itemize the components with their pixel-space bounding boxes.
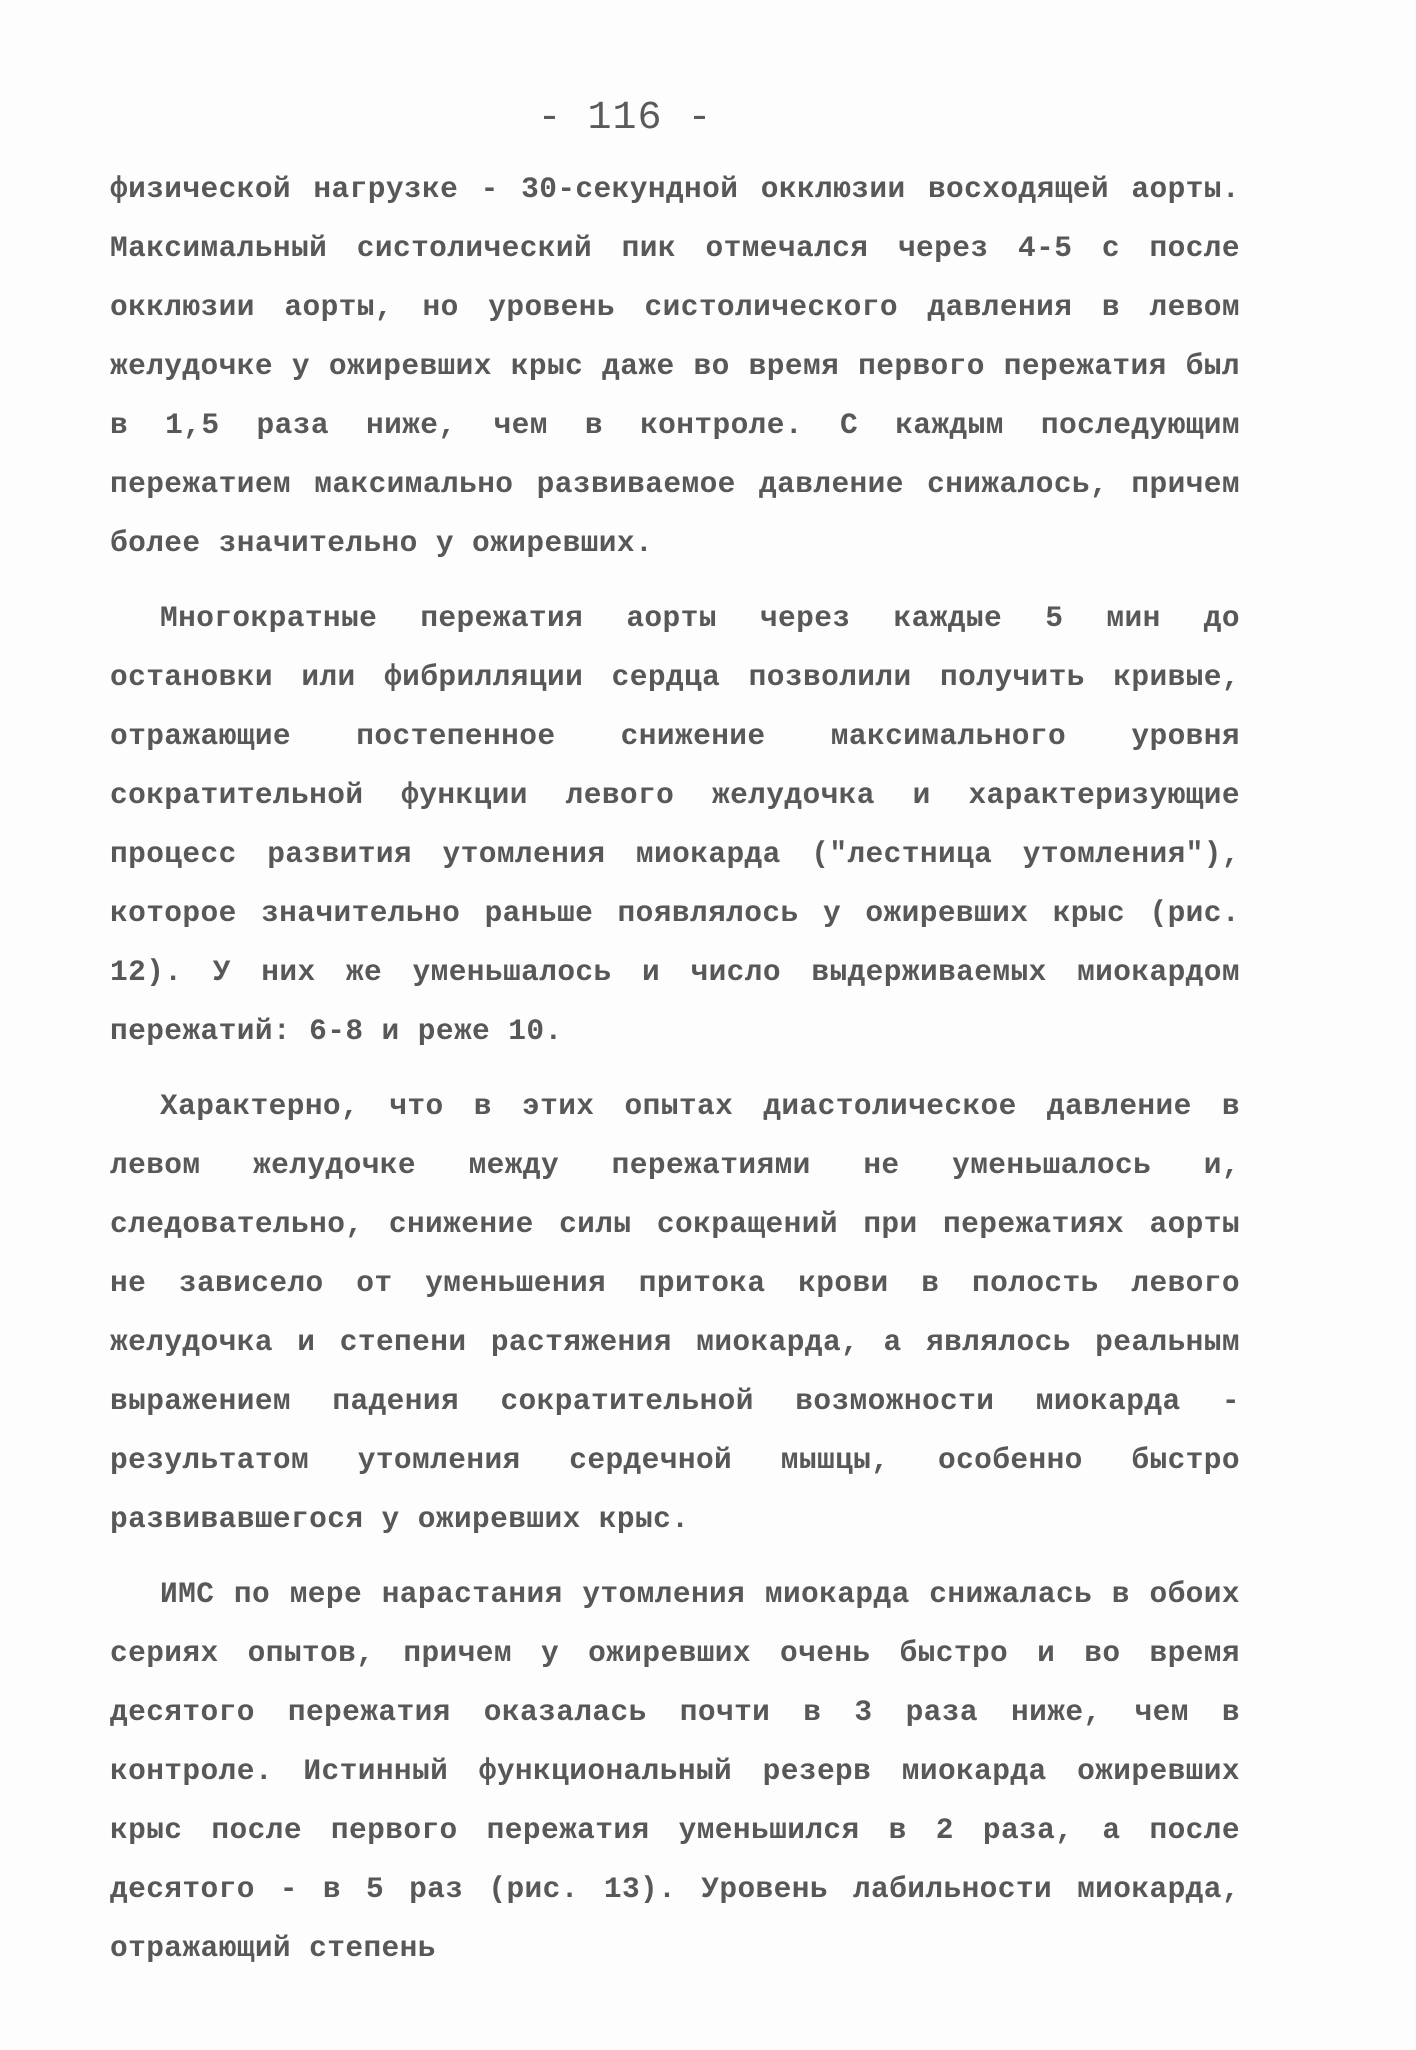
paragraph-4: ИМС по мере нарастания утомления миокарда снижалась в обоих сериях опытов, причем у ожиревших очень быстро и во время десятого пережатия оказалась почти в 3 раза ниже, чем в контроле. Истинный функциональный резерв миокарда ожиревших крыс после первого пережатия уменьшился в 2 раза, а после десятого - в 5 раз (рис. 13). Уровень лабильности миокарда, отражающий степень <box>110 1577 1240 1965</box>
page-number: - 116 - <box>537 96 713 141</box>
body-text <box>110 160 1240 1978</box>
paragraph-2: Многократные пережатия аорты через каждые 5 мин до остановки или фибрилляции сердца позволили получить кривые, отражающие постепенное снижение максимального уровня сократительной функции левого желудочка и характеризующие процесс развития утомления миокарда ("лестница утомления"), которое значительно раньше появлялось у ожиревших крыс (рис. 12). У них же уменьшалось и число выдерживаемых миокардом пережатий: 6-8 и реже 10. <box>110 601 1240 1048</box>
paragraph-1: физической нагрузке - 30-секундной окклюзии восходящей аорты. Максимальный систолический пик отмечался через 4-5 с после окклюзии аорты, но уровень систолического давления в левом желудочке у ожиревших крыс даже во время первого пережатия был в 1,5 раза ниже, чем в контроле. С каждым последующим пережатием максимально развиваемое давление снижалось, причем более значительно у ожиревших. <box>110 172 1240 560</box>
paragraph-3: Характерно, что в этих опытах диастолическое давление в левом желудочке между пережатиями не уменьшалось и, следовательно, снижение силы сокращений при пережатиях аорты не зависело от уменьшения притока крови в полость левого желудочка и степени растяжения миокарда, а являлось реальным выражением падения сократительной возможности миокарда - результатом утомления сердечной мышцы, особенно быстро развивавшегося у ожиревших крыс. <box>110 1089 1240 1536</box>
